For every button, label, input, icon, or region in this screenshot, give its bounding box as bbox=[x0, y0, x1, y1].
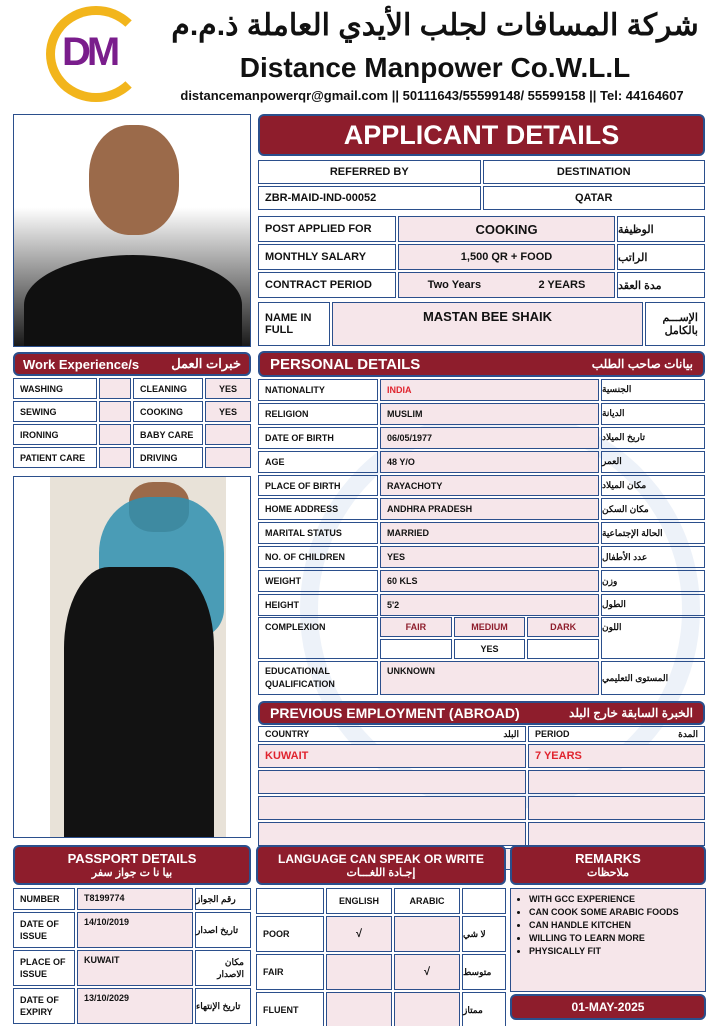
prev-employment-title-ar: الخبرة السابقة خارج البلد bbox=[569, 706, 693, 720]
work-skill-label: IRONING bbox=[13, 424, 97, 445]
name-label: NAME IN FULL bbox=[258, 302, 330, 346]
remarks-item: • PHYSICALLY FIT bbox=[529, 945, 699, 958]
contract-label: CONTRACT PERIOD bbox=[258, 272, 396, 298]
name-value: MASTAN BEE SHAIK bbox=[332, 302, 643, 346]
applicant-full-photo bbox=[13, 476, 251, 838]
passport-field-label-ar: رقم الجواز bbox=[195, 888, 251, 910]
personal-field-label-ar: وزن bbox=[601, 570, 705, 592]
personal-field-label: AGE bbox=[258, 451, 378, 473]
personal-field-label: HOME ADDRESS bbox=[258, 498, 378, 520]
prev-employment-title: PREVIOUS EMPLOYMENT (ABROAD) bbox=[270, 705, 520, 721]
work-skill-value bbox=[205, 447, 251, 468]
personal-field-value: 06/05/1977 bbox=[380, 427, 599, 449]
personal-field-label-ar: مكان الميلاد bbox=[601, 475, 705, 497]
post-label-ar: الوظيفة bbox=[617, 216, 705, 242]
remarks-title: REMARKS bbox=[575, 851, 641, 866]
prev-country-label-ar: البلد bbox=[503, 728, 519, 739]
work-skill-value bbox=[99, 401, 131, 422]
personal-field-label: MARITAL STATUS bbox=[258, 522, 378, 544]
applicant-details-title: APPLICANT DETAILS bbox=[258, 114, 705, 156]
remarks-item: • CAN COOK SOME ARABIC FOODS bbox=[529, 906, 699, 919]
complexion-label-ar: اللون bbox=[601, 617, 705, 659]
applicant-photo bbox=[13, 114, 251, 347]
work-skill-value bbox=[99, 378, 131, 399]
name-label-ar: الإســـم بالكامل bbox=[645, 302, 705, 346]
work-skill-label: PATIENT CARE bbox=[13, 447, 97, 468]
company-contact: distancemanpowerqr@gmail.com || 50111643/55599148/ 55599158 || Tel: 44164607 bbox=[180, 88, 684, 103]
work-skill-value: YES bbox=[205, 401, 251, 422]
salary-label-ar: الراتب bbox=[617, 244, 705, 270]
company-name-ar: شركة المسافات لجلب الأيدي العاملة ذ.م.م bbox=[171, 9, 699, 42]
passport-title: PASSPORT DETAILS bbox=[67, 851, 197, 866]
language-arabic-mark bbox=[394, 992, 460, 1026]
personal-field-label-ar: الحالة الإجتماعية bbox=[601, 522, 705, 544]
company-name-en: Distance Manpower Co.W.L.L bbox=[239, 52, 631, 83]
education-value: UNKNOWN bbox=[380, 661, 599, 695]
personal-field-label: WEIGHT bbox=[258, 570, 378, 592]
personal-field-value: 48 Y/O bbox=[380, 451, 599, 473]
salary-value: 1,500 QR + FOOD bbox=[398, 244, 615, 270]
passport-field-label-ar: مكان الاصدار bbox=[195, 950, 251, 986]
personal-field-label-ar: الديانة bbox=[601, 403, 705, 425]
personal-field-label-ar: الجنسية bbox=[601, 379, 705, 401]
personal-field-value: MARRIED bbox=[380, 522, 599, 544]
language-level-label: FLUENT bbox=[256, 992, 324, 1026]
passport-field-label: NUMBER bbox=[13, 888, 75, 910]
personal-field-value: YES bbox=[380, 546, 599, 568]
work-exp-title: Work Experience/s bbox=[23, 356, 140, 372]
language-level-label: POOR bbox=[256, 916, 324, 952]
personal-field-label-ar: مكان السكن bbox=[601, 498, 705, 520]
referred-by-label: REFERRED BY bbox=[258, 160, 481, 184]
work-skill-value: YES bbox=[205, 378, 251, 399]
passport-field-value: T8199774 bbox=[77, 888, 193, 910]
language-level-label-ar: لا شي bbox=[462, 916, 506, 952]
passport-field-label: PLACE OF ISSUE bbox=[13, 950, 75, 986]
personal-field-label-ar: تاريخ الميلاد bbox=[601, 427, 705, 449]
company-logo-letters: DM bbox=[62, 30, 117, 74]
personal-field-value: ANDHRA PRADESH bbox=[380, 498, 599, 520]
personal-field-value: 5'2 bbox=[380, 594, 599, 616]
personal-field-label: RELIGION bbox=[258, 403, 378, 425]
passport-field-label-ar: تاريخ الإنتهاء bbox=[195, 988, 251, 1024]
remarks-date: 01-MAY-2025 bbox=[510, 994, 706, 1020]
complexion-fair: FAIR bbox=[380, 617, 452, 637]
personal-field-value: INDIA bbox=[380, 379, 599, 401]
post-value: COOKING bbox=[398, 216, 615, 242]
complexion-dark: DARK bbox=[527, 617, 599, 637]
language-arabic-mark bbox=[394, 916, 460, 952]
personal-details-title: PERSONAL DETAILS bbox=[270, 355, 421, 373]
prev-period-label-ar: المدة bbox=[678, 728, 698, 739]
personal-field-label-ar: عدد الأطفال bbox=[601, 546, 705, 568]
prev-period-value: 7 YEARS bbox=[528, 744, 705, 768]
language-english-header: ENGLISH bbox=[326, 888, 392, 914]
contract-value-2: 2 YEARS bbox=[538, 279, 586, 291]
work-skill-value bbox=[205, 424, 251, 445]
remarks-item: • WITH GCC EXPERIENCE bbox=[529, 893, 699, 906]
referred-by-value: ZBR-MAID-IND-00052 bbox=[258, 186, 481, 210]
personal-field-label-ar: الطول bbox=[601, 594, 705, 616]
language-english-mark: √ bbox=[326, 916, 392, 952]
passport-field-label: DATE OF ISSUE bbox=[13, 912, 75, 948]
personal-field-label-ar: العمر bbox=[601, 451, 705, 473]
remarks-title-ar: ملاحظات bbox=[587, 867, 629, 879]
passport-title-ar: بيا نا ت جواز سفر bbox=[91, 867, 173, 879]
language-english-mark bbox=[326, 992, 392, 1026]
passport-field-label-ar: تاريخ اصدار bbox=[195, 912, 251, 948]
work-skill-label: COOKING bbox=[133, 401, 203, 422]
salary-label: MONTHLY SALARY bbox=[258, 244, 396, 270]
work-skill-label: CLEANING bbox=[133, 378, 203, 399]
language-level-label-ar: ممتاز bbox=[462, 992, 506, 1026]
language-level-label-ar: متوسط bbox=[462, 954, 506, 990]
education-label: EDUCATIONAL QUALIFICATION bbox=[258, 661, 378, 695]
destination-value: QATAR bbox=[483, 186, 706, 210]
remarks-item: • CAN HANDLE KITCHEN bbox=[529, 919, 699, 932]
work-skill-label: WASHING bbox=[13, 378, 97, 399]
personal-details-title-ar: بيانات صاحب الطلب bbox=[591, 357, 693, 371]
prev-period-label: PERIOD bbox=[535, 729, 570, 739]
personal-field-label: NATIONALITY bbox=[258, 379, 378, 401]
work-skill-label: BABY CARE bbox=[133, 424, 203, 445]
work-skill-value bbox=[99, 424, 131, 445]
work-exp-title-ar: خبرات العمل bbox=[171, 356, 241, 371]
complexion-label: COMPLEXION bbox=[258, 617, 378, 659]
language-arabic-mark: √ bbox=[394, 954, 460, 990]
passport-field-value: 13/10/2029 bbox=[77, 988, 193, 1024]
complexion-medium: MEDIUM bbox=[454, 617, 526, 637]
passport-field-value: 14/10/2019 bbox=[77, 912, 193, 948]
personal-field-label: HEIGHT bbox=[258, 594, 378, 616]
personal-field-label: DATE OF BIRTH bbox=[258, 427, 378, 449]
language-title: LANGUAGE CAN SPEAK OR WRITE bbox=[277, 851, 484, 866]
personal-field-value: MUSLIM bbox=[380, 403, 599, 425]
destination-label: DESTINATION bbox=[483, 160, 706, 184]
contract-value-1: Two Years bbox=[427, 279, 482, 291]
language-level-label: FAIR bbox=[256, 954, 324, 990]
complexion-dark-value bbox=[527, 639, 599, 659]
work-skill-label: SEWING bbox=[13, 401, 97, 422]
personal-field-value: RAYACHOTY bbox=[380, 475, 599, 497]
language-arabic-header: ARABIC bbox=[394, 888, 460, 914]
prev-country-label: COUNTRY bbox=[265, 729, 310, 739]
work-skill-label: DRIVING bbox=[133, 447, 203, 468]
contract-label-ar: مدة العقد bbox=[617, 272, 705, 298]
prev-country-value: KUWAIT bbox=[258, 744, 526, 768]
language-english-mark bbox=[326, 954, 392, 990]
complexion-medium-value: YES bbox=[454, 639, 526, 659]
work-skill-value bbox=[99, 447, 131, 468]
post-label: POST APPLIED FOR bbox=[258, 216, 396, 242]
education-label-ar: المستوى التعليمي bbox=[601, 661, 705, 695]
remarks-list bbox=[529, 893, 699, 958]
passport-field-value: KUWAIT bbox=[77, 950, 193, 986]
personal-field-value: 60 KLS bbox=[380, 570, 599, 592]
personal-field-label: PLACE OF BIRTH bbox=[258, 475, 378, 497]
complexion-fair-value bbox=[380, 639, 452, 659]
remarks-item: • WILLING TO LEARN MORE bbox=[529, 932, 699, 945]
passport-field-label: DATE OF EXPIRY bbox=[13, 988, 75, 1024]
personal-field-label: NO. OF CHILDREN bbox=[258, 546, 378, 568]
language-title-ar: إجـادة اللغـــات bbox=[346, 866, 416, 879]
